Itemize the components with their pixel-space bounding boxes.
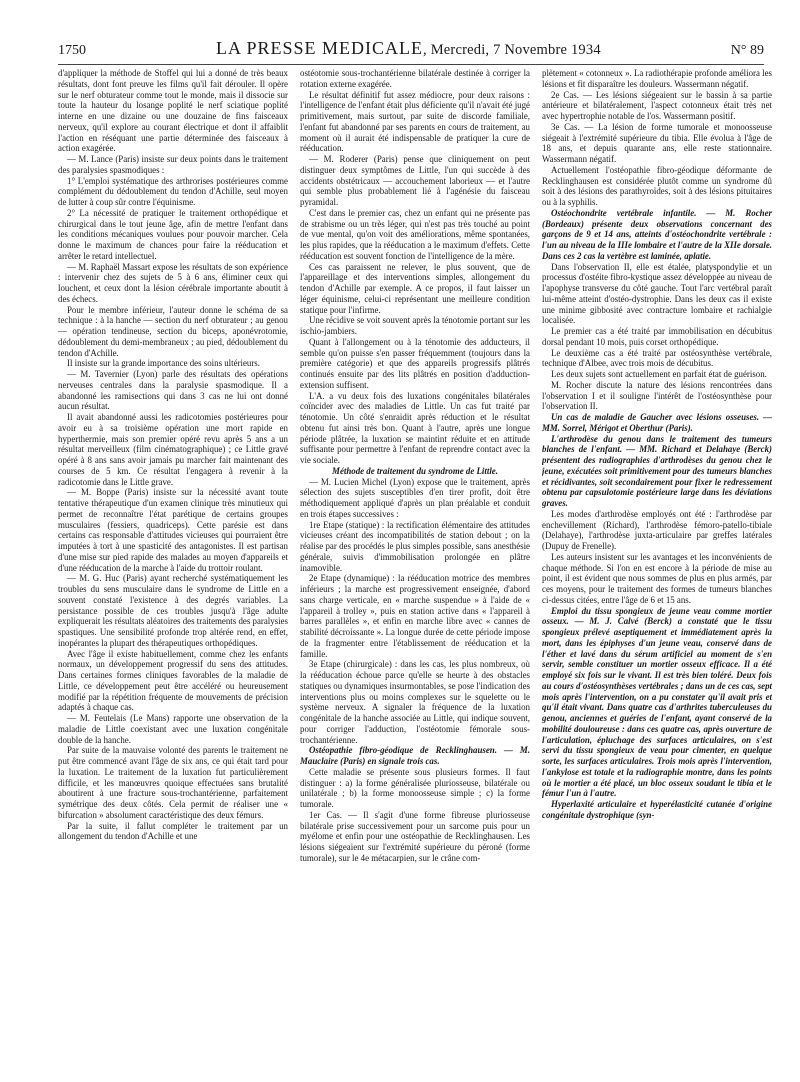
paragraph: 1° L'emploi systématique des arthrorises postérieures comme complément du dédoublement du tendon d'Achille, seul moyen de lutter à coup sûr contre l'équinisme. (58, 175, 288, 207)
paragraph: Par suite de la mauvaise volonté des parents le traitement ne put être commencé avant l'âge de six ans, ce qui était tard pour la luxation. Le traitement de la luxation fut particulièrement difficile, et les manœuvres quoique effectuées sans brutalité aboutirent à une fracture sous-trochantérienne, parfaitement symétrique des deux côtés. Cela permit de réaliser une « bifurcation » absolument caractéristique des deux fémurs. (58, 745, 288, 820)
paragraph: — M. Roderer (Paris) pense que cliniquement on peut distinguer deux symptômes de Little, l'un qui succède à des accidents obstétricaux — accouchement laborieux — et l'autre qui semble plus probablement lié à l'agénésie du faisceau pyramidal. (300, 154, 530, 207)
paragraph: Les modes d'arthrodèse employés ont été : l'arthrodèse par enchevillement (Richard), l'arthrodèse fémoro-patello-tibiale (Delahaye), l'arthrodèse juxta-articulaire par greffes latérales (Dupuy de Frenelle). (542, 508, 772, 551)
paragraph: C'est dans le premier cas, chez un enfant qui ne présente pas de strabisme ou un très léger, qui n'est pas très touché au point de vue mental, qu'on voit des améliorations, même spontanées, les plus rapides, que la rééducation a le maximum d'effets. Cette rééducation est souvent fonction de l'intelligence de la mère. (300, 207, 530, 261)
issue-number: N° 89 (730, 43, 764, 58)
paragraph: 1er Cas. — Il s'agit d'une forme fibreuse pluriosseuse bilatérale prise successivement pour un sarcome puis pour un myélome et enfin pour une ostéopathie de Recklinghausen. Les lésions siégeaient sur l'extrémité supérieure du péroné (forme tumorale), sur le 4e métacarpien, sur le crâne com- (300, 809, 530, 863)
column-middle (300, 68, 530, 1078)
running-title: LA PRESSE MEDICALE, Mercredi, 7 Novembre 1934 (216, 38, 601, 58)
paragraph: — M. Lucien Michel (Lyon) expose que le traitement, après sélection des sujets susceptibles d'en tirer profit, doit être méthodiquement appliqué d'après un plan préalable et conduit en trois étapes successives : (300, 476, 530, 519)
paragraph: Les deux sujets sont actuellement en parfait état de guérison. (551, 369, 767, 379)
paragraph: Avec l'âge il existe habituellement, comme chez les enfants normaux, un développement progressif du sens des attitudes. Dans certaines formes cliniques favorables de la maladie de Little, ce développement peut être accéléré ou heureusement modifié par la répétition fréquente de mouvements de précision adaptés à chaque cas. (58, 648, 288, 713)
paragraph: — M. Raphaël Massart expose les résultats de son expérience : intervenir chez des sujets de 5 à 6 ans, éliminer ceux qui louchent, et ceux dont la lésion cérébrale importante aboutit à des échecs. (58, 261, 288, 304)
paragraph: Le premier cas a été traité par immobilisation en décubitus dorsal pendant 10 mois, puis corset orthopédique. (542, 326, 772, 347)
section-heading: Hyperlaxité articulaire et hyperélasticité cutanée d'origine congénitale dystrophique (syn- (542, 799, 772, 820)
paragraph: Dans l'observation II, elle est étalée, platyspondylie et un processus d'ostéite fibro-kystique assez développée au niveau de l'apophyse transverse du côté gauche. Tout l'arc vertébral paraît lui-même atteint d'ostéo-dystrophie. Dans les deux cas il existe une minime gibbosité avec contracture lombaire et rachialgie localisée. (542, 261, 772, 326)
paragraph: — M. Feutelais (Le Mans) rapporte une observation de la maladie de Little coexistant avec une luxation congénitale double de la hanche. (58, 713, 288, 745)
paragraph: — M. Tavernier (Lyon) parle des résultats des opérations nerveuses centrales dans la paralysie spasmodique. Il a abandonné les ramisections qui dans 3 cas ne lui ont donné aucun résultat. (58, 369, 288, 412)
paragraph: plètement « cotonneux ». La radiothérapie profonde améliora les lésions et fit disparaître les douleurs. Wassermann négatif. (542, 68, 772, 89)
paragraph: — M. Lance (Paris) insiste sur deux points dans le traitement des paralysies spasmodiques : (58, 154, 288, 175)
paragraph: Il avait abandonné aussi les radicotomies postérieures pour avoir eu à sa troisième opération une mort rapide en hyperthermie, mais son premier opéré revu après 5 ans a un résultat merveilleux (film cinématographique) ; ce Little gravé opéré à 8 ans sans avoir jamais pu marcher fait maintenant des courses de 5 km. Ce résultat l'engagera à revenir à la radicotomie dans le Little grave. (58, 412, 288, 487)
paragraph: 3e Cas. — La lésion de forme tumorale et monoosseuse siégeait à l'extrémité supérieure du tibia. Elle évolua à l'âge de 18 ans, et depuis quarante ans, elle reste stationnaire. Wassermann négatif. (542, 121, 772, 164)
paragraph: Il insiste sur la grande importance des soins ultérieurs. (67, 358, 260, 369)
page-number: 1750 (58, 43, 86, 58)
column-left (58, 68, 288, 1078)
paragraph: d'appliquer la méthode de Stoffel qui lui a donné de très beaux résultats, dont font preuve les films qu'il fait dérouler. Il opère sur le nerf obturateur comme tout le monde, mais il dissocie sur toute la hauteur du losange poplité le nerf sciatique poplité interne en une dizaine ou une douzaine de fins faisceaux nerveux, qu'il explore au courant électrique et dont il affaiblit l'action en réséquant une partie déterminée des faisceaux à action exagérée. (58, 68, 288, 154)
paragraph: 1re Etape (statique) : la rectification élémentaire des attitudes vicieuses créant des incompatibilités de station debout ; on la réalise par des procédés le plus simples possible, sans anesthésie générale, suivis d'immobilisation prolongée en plâtre inamovible. (300, 519, 530, 573)
section-heading: Ostéochondrite vertébrale infantile. — M. Rocher (Bordeaux) présente deux observations concernant des garçons de 9 et 14 ans, atteints d'ostéochondrite vertébrale : l'un au niveau de la IIIe lombaire et l'autre de la XIIe dorsale. Dans ces 2 cas la vertèbre est laminée, aplatie. (542, 207, 772, 261)
section-heading: L'arthrodèse du genou dans le traitement des tumeurs blanches de l'enfant. — MM. Richard et Delahaye (Berck) présentent des radiographies d'arthrodèses du genou chez le jeune, exécutées soit primitivement pour des tumeurs blanches et récidivantes, soit secondairement pour fixer le redressement obtenu par capsulotomie postérieure large dans les déviations graves. (542, 433, 772, 508)
paragraph: — M. G. Huc (Paris) ayant recherché systématiquement les troubles du sens musculaire dans le syndrome de Little en a souvent constaté l'existence à des degrés variables. La persistance possible de ces troubles jusqu'à l'âge adulte expliquerait les résultats aléatoires des traitements des paralysies spastiques. Une sensibilité profonde trop altérée rend, en effet, inopérantes la plupart des thérapeutiques orthopédiques. (58, 573, 288, 648)
paragraph: Cette maladie se présente sous plusieurs formes. Il faut distinguer : a) la forme généralisée pluriosseuse, bilatérale ou unilatérale ; b) la forme monoosseuse simple ; c) la forme tumorale. (300, 766, 530, 809)
paragraph: Les auteurs insistent sur les avantages et les inconvénients de chaque méthode. Si l'on en est encore à la période de mise au point, il est évident que nous sommes de plus en plus armés, par ces moyens, pour le traitement des formes de tumeurs blanches ci-dessus citées, entre l'âge de 6 et 15 ans. (542, 551, 772, 605)
paragraph: Par la suite, il fallut compléter le traitement par un allongement du tendon d'Achille et une (58, 820, 288, 842)
paragraph: Le deuxième cas a été traité par ostéosynthèse vertébrale, technique d'Albee, avec trois mois de décubitus. (542, 347, 772, 369)
paragraph: M. Rocher discute la nature des lésions rencontrées dans l'observation I et il souligne l'intérêt de l'ostéosynthèse pour l'observation II. (542, 379, 772, 412)
paragraph: L'A. a vu deux fois des luxations congénitales bilatérales coïncider avec des maladies de Little. Un cas fut traité par ténotomie. Un côté s'enraidit après réduction et le résultat obtenu fut ainsi très bon. Quant à l'autre, après une longue période plâtrée, la luxation se maintint réduite et en attitude suffisante pour permettre à l'enfant de reprendre contact avec la vie sociale. (300, 390, 530, 465)
paragraph: 3e Etape (chirurgicale) : dans les cas, les plus nombreux, où la rééducation échoue parce qu'elle se heurte à des obstacles statiques ou dynamiques insurmontables, se pose l'indication des interventions plus ou moins complexes sur le squelette ou le système nerveux. A signaler la fréquence de la luxation congénitale de la hanche associée au Little, qui indique souvent, pour corriger l'adduction, l'ostéotomie fémorale sous-trochantérienne. (300, 659, 530, 745)
paragraph: — M. Boppe (Paris) insiste sur la nécessité avant toute tentative thérapeutique d'un examen clinique très minutieux qui permet de reconnaître l'état parétique de certains groupes musculaires (fessiers, quadriceps). Cette parésie est dans certains cas responsable d'attitudes vicieuses qui pourraient être imputées à tort à une spasticité des antagonistes. Il est partisan d'une mise sur pied rapide des malades au moyen d'appareils et d'une rééducation de la marche à l'aide du trottoir roulant. (58, 487, 288, 573)
journal-name: LA PRESSE MEDICALE (216, 38, 424, 58)
paragraph: Le résultat définitif fut assez médiocre, pour deux raisons : l'intelligence de l'enfant était plus déficiente qu'il n'avait été jugé primitivement, mais surtout, par suite de discorde familiale, l'enfant fut abandonné par ses parents en cours de traitement, au moment où il aurait été indispensable de pratiquer la cure de rééducation. (300, 89, 530, 154)
section-heading: Ostéopathie fibro-géodique de Recklinghausen. — M. Mauclaire (Paris) en signale trois cas. (300, 745, 530, 766)
paragraph: Une récidive se voit souvent après la ténotomie portant sur les ischio-jambiers. (300, 315, 530, 336)
section-heading: Un cas de maladie de Gaucher avec lésions osseuses. — MM. Sorrel, Mérigot et Oberthur (Paris). (542, 412, 772, 433)
paragraph: Quant à l'allongement ou à la ténotomie des adducteurs, il semble qu'on puisse s'en passer fréquemment (toujours dans la première catégorie) et que des appareils progressifs plâtrés continués ensuite par des lits plâtrés en position d'adduction-extension suffisent. (300, 336, 530, 390)
paragraph: Actuellement l'ostéopathie fibro-géodique déformante de Recklinghausen est considérée plutôt comme un syndrome dû soit à des lésions des parathyroïdes, soit à des lésions pituitaires ou à la syphilis. (542, 164, 772, 207)
section-heading: Méthode de traitement du syndrome de Little. (332, 465, 498, 476)
paragraph: Pour le membre inférieur, l'auteur donne le schéma de sa technique : à la hanche — section du nerf obturateur ; au genou — opération tendineuse, section du biceps, aponévrotomie, dédoublement du demi-membraneux ; au pied, dédoublement du tendon d'Achille. (58, 304, 288, 358)
paragraph: 2e Etape (dynamique) : la rééducation motrice des membres inférieurs ; la marche est progressivement enseignée, d'abord sans charge verticale, en « marche suspendue » à l'aide de « l'appareil à trolley », puis en station active dans « l'appareil à barres parallèles », et enfin en marche libre avec « cannes de stabilité décroissante ». La longue durée de cette période impose de la fragmenter entre l'établissement de rééducation et la famille. (300, 573, 530, 659)
column-right (542, 68, 772, 1078)
issue-date: Mercredi, 7 Novembre 1934 (430, 42, 601, 58)
page-header (58, 38, 764, 65)
paragraph: ostéotomie sous-trochantérienne bilatérale destinée à corriger la rotation externe exagérée. (300, 68, 530, 89)
paragraph: 2e Cas. — Les lésions siégeaient sur le bassin à sa partie antérieure et bilatéralement, l'aspect cotonneux était très net avec hypertrophie notable de l'os. Wassermann positif. (542, 89, 772, 121)
section-heading: Emploi du tissu spongieux de jeune veau comme mortier osseux. — M. J. Calvé (Berck) a constaté que le tissu spongieux prélevé aseptiquement et immédiatement après la mort, dans les épiphyses d'un jeune veau, conservé dans de l'éther et lavé dans du sérum artificiel au moment de s'en servir, semble constituer un mortier osseux efficace. Il a été employé six fois sur le vivant. Il est très bien toléré. Deux fois au cours d'ostéosynthèses vertébrales ; dans un de ces cas, sept mois après l'intervention, on a pu constater qu'il avait pris et qu'il était vivant. Dans quatre cas d'arthrites tuberculeuses du genou, anciennes et guéries de l'enfant, ayant conservé de la mobilité douloureuse : dans ces quatre cas, après ouverture de l'articulation, épluchage des surfaces articulaires, on s'est servi du tissu spongieux de veau pour cimenter, en quelque sorte, les surfaces articulaires. Trois mois après l'intervention, l'ankylose est totale et la radiographie montre, dans les points où le mortier a été placé, un bloc osseux soudant le tibia et le fémur l'un à l'autre. (542, 605, 772, 799)
paragraph: Ces cas paraissent ne relever, le plus souvent, que de l'appareillage et des interventions simples, allongement du tendon d'Achille par exemple. A ce propos, il faut laisser un léger équinisme, celui-ci représentant une meilleure condition statique pour l'infirme. (300, 261, 530, 315)
paragraph: 2° La nécessité de pratiquer le traitement orthopédique et chirurgical dans le tout jeune âge, afin de mettre l'enfant dans les conditions mécaniques voulues pour pouvoir marcher. Cela donne le maximum de chances pour faire la rééducation et arrêter le retard intellectuel. (58, 207, 288, 261)
